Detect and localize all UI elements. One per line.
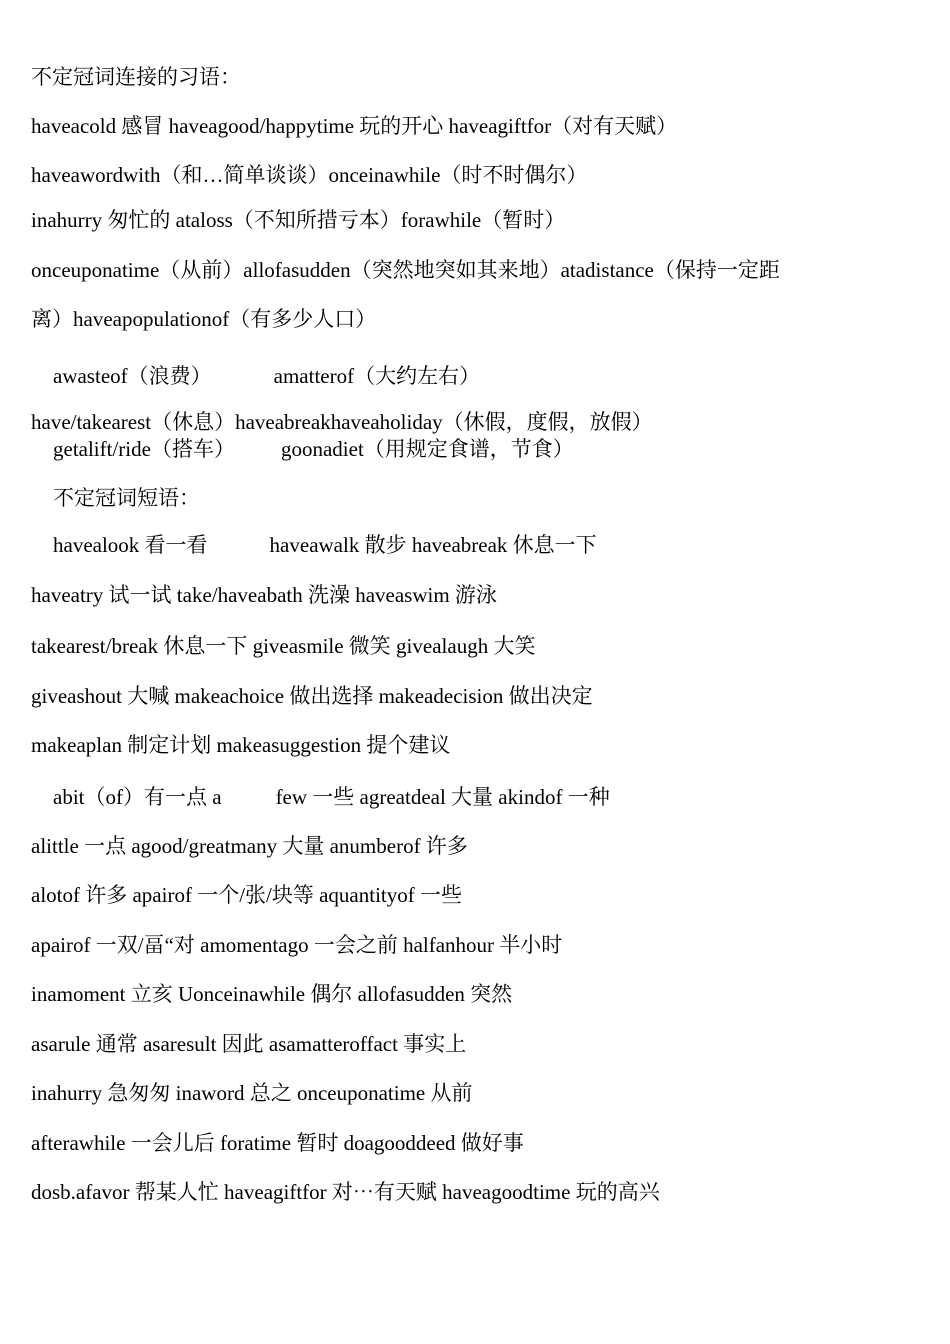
text-line: haveacold 感冒 haveagood/happytime 玩的开心 haveagiftfor（对有天赋）	[31, 114, 678, 138]
text-segment: haveawalk 散步 haveabreak 休息一下	[269, 533, 597, 557]
text-segment: abit（of）有一点 a	[53, 785, 222, 809]
text-line: apairof 一双/畐“对 amomentago 一会之前 halfanhour 半小时	[31, 933, 563, 957]
text-segment: awasteof（浪费）	[53, 364, 212, 388]
text-line	[53, 784, 610, 810]
text-line: afterawhile 一会儿后 foratime 暂时 doagooddeed 做好事	[31, 1131, 524, 1155]
text-segment: goonadiet（用规定食谱，节食）	[280, 437, 574, 461]
text-line: haveawordwith（和…简单谈谈）onceinawhile（时不时偶尔）	[31, 163, 588, 187]
text-segment: havealook 看一看	[53, 533, 208, 557]
section-heading-phrases: 不定冠词短语：	[53, 486, 200, 510]
text-line: dosb.afavor 帮某人忙 haveagiftfor 对⋯有天赋 haveagoodtime 玩的高兴	[31, 1180, 660, 1204]
text-line: onceuponatime（从前）allofasudden（突然地突如其来地）atadistance（保持一定距	[31, 258, 780, 282]
text-segment: amatterof（大约左右）	[273, 364, 481, 388]
text-segment: getalift/ride（搭车）	[53, 437, 235, 461]
text-line	[53, 436, 574, 462]
text-line	[53, 532, 597, 558]
text-line: makeaplan 制定计划 makeasuggestion 提个建议	[31, 733, 451, 757]
section-heading-idioms: 不定冠词连接的习语：	[31, 65, 241, 89]
text-line: inahurry 急匆匆 inaword 总之 onceuponatime 从前	[31, 1081, 473, 1105]
text-line: alotof 许多 apairof 一个/张/块等 aquantityof 一些	[31, 883, 463, 907]
text-line: inamoment 立亥 Uonceinawhile 偶尔 allofasudden 突然	[31, 982, 513, 1006]
text-line: alittle 一点 agood/greatmany 大量 anumberof 许多	[31, 834, 468, 858]
text-line: have/takearest（休息）haveabreakhaveaholiday（休假，度假，放假）	[31, 410, 653, 434]
text-line: haveatry 试一试 take/haveabath 洗澡 haveaswim 游泳	[31, 583, 497, 607]
text-segment: few 一些 agreatdeal 大量 akindof 一种	[275, 785, 610, 809]
text-line: asarule 通常 asaresult 因此 asamatteroffact 事实上	[31, 1032, 467, 1056]
text-line: inahurry 匆忙的 ataloss（不知所措亏本）forawhile（暂时）	[31, 208, 566, 232]
text-line: 离）haveapopulationof（有多少人口）	[31, 307, 377, 331]
text-line	[53, 363, 480, 389]
text-line: giveashout 大喊 makeachoice 做出选择 makeadecision 做出决定	[31, 684, 593, 708]
text-line: takearest/break 休息一下 giveasmile 微笑 givealaugh 大笑	[31, 634, 536, 658]
